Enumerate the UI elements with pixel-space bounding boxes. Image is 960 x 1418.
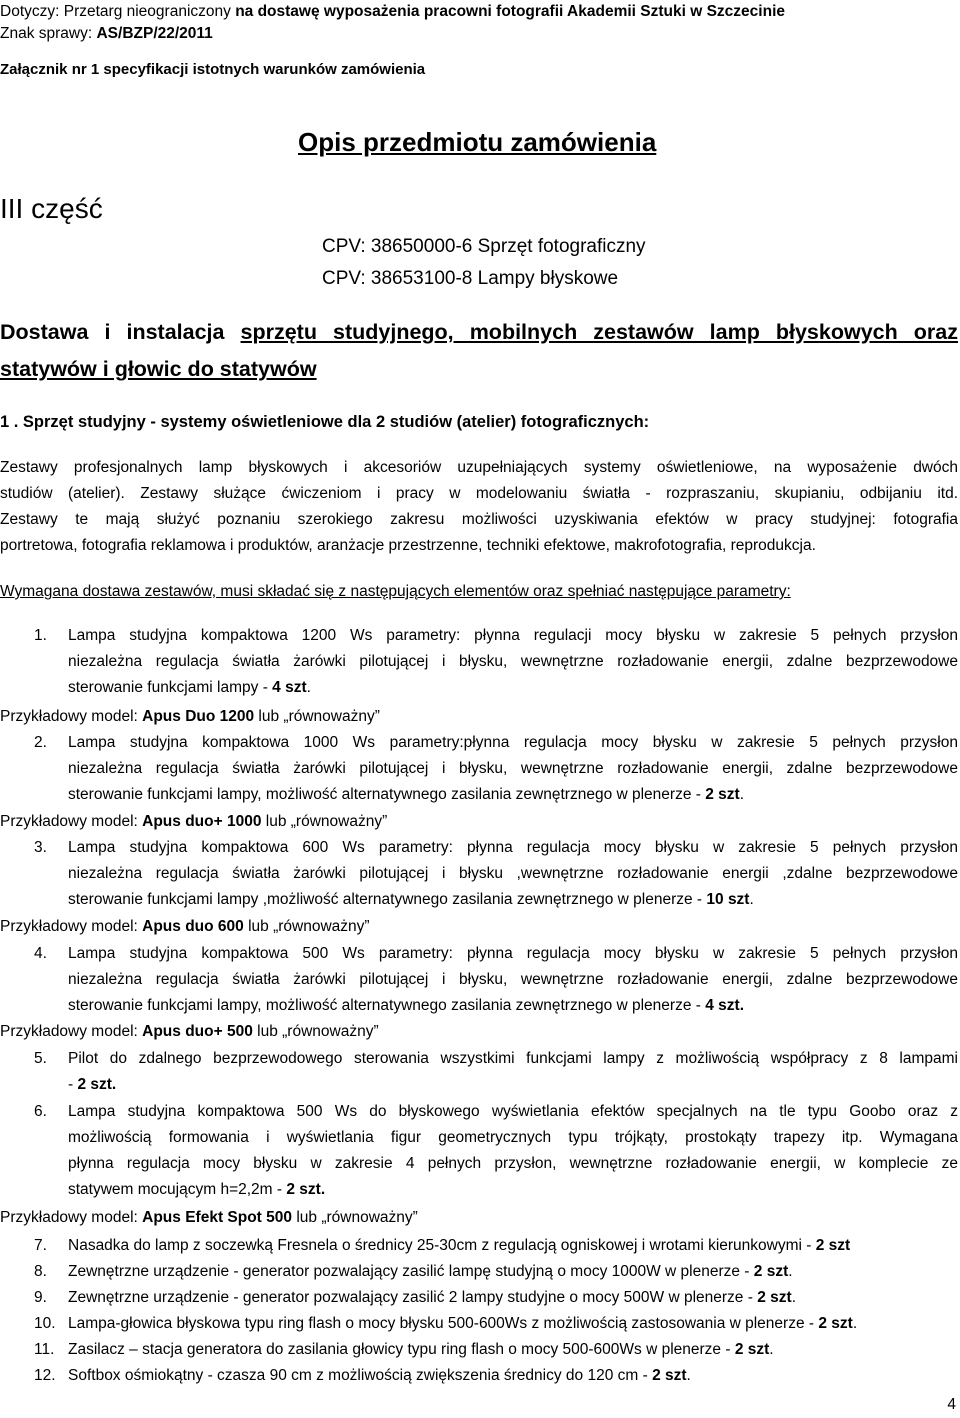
example-prefix: Przykładowy model: — [0, 1023, 143, 1040]
example-model-name: Apus Efekt Spot 500 — [142, 1209, 293, 1226]
item-text: Zewnętrzne urządzenie - generator pozwalający zasilić lampę studyjną o mocy 1000W w plenerze - — [68, 1263, 754, 1280]
item-line: niezależna regulacja światła żarówki pilotującej i błysku, wewnętrzne rozładowanie energii, zdalne bezprzewodowe — [68, 760, 958, 777]
item-text: Zewnętrzne urządzenie - generator pozwalający zasilić 2 lampy studyjne o mocy 500W w plenerze - — [68, 1289, 758, 1306]
item-end: . — [739, 786, 745, 803]
page-number: 4 — [947, 1396, 956, 1413]
cpv-code-2: CPV: 38653100-8 Lampy błyskowe — [322, 268, 619, 289]
case-label: Znak sprawy: — [0, 25, 97, 42]
item-last-text: sterowanie funkcjami lampy - — [68, 679, 273, 696]
example-suffix: lub „równoważny” — [292, 1209, 418, 1226]
item-line — [68, 1337, 958, 1363]
item-line: możliwością formowania i wyświetlania figur geometrycznych typu trójkąty, prostokąty trapezy itp. Wymagana — [68, 1129, 958, 1146]
delivery-title-underlined: sprzętu studyjnego, mobilnych zestawów lamp błyskowych oraz — [240, 320, 958, 344]
item-last-text: statywem mocującym h=2,2m - — [68, 1181, 287, 1198]
example-prefix: Przykładowy model: — [0, 918, 143, 935]
item-number: 7. — [34, 1237, 47, 1254]
example-model-name: Apus duo+ 500 — [142, 1023, 253, 1040]
item-line: niezależna regulacja światła żarówki pilotującej i błysku, wewnętrzne rozładowanie energii, zdalne bezprzewodowe — [68, 653, 958, 670]
example-model — [0, 810, 387, 834]
item-line: Lampa studyjna kompaktowa 600 Ws parametry: płynna regulacja mocy błysku w zakresie 5 pełnych przysłon — [68, 839, 958, 856]
attachment-label: Załącznik nr 1 specyfikacji istotnych warunków zamówienia — [0, 61, 426, 78]
delivery-title-prefix: Dostawa i instalacja — [0, 320, 241, 344]
item-line: płynna regulacja mocy błysku w zakresie 4 pełnych przysłon, wewnętrzne rozładowanie energii, w komplecie ze — [68, 1155, 958, 1172]
item-text: Lampa-głowica błyskowa typu ring flash o mocy błysku 500-600Ws z możliwością zastosowania w plenerze - — [68, 1315, 819, 1332]
example-suffix: lub „równoważny” — [243, 918, 370, 935]
item-end: . — [852, 1315, 858, 1332]
item-quantity: 2 szt — [753, 1263, 789, 1280]
item-text: Softbox ośmiokątny - czasza 90 cm z możliwością zwiększenia średnicy do 120 cm - — [68, 1367, 653, 1384]
item-last-text: - — [68, 1076, 78, 1093]
item-number: 11. — [34, 1341, 55, 1358]
item-line: Pilot do zdalnego bezprzewodowego sterowania wszystkimi funkcjami lampy z możliwością współpracy z 8 lampami — [68, 1050, 958, 1067]
item-number: 2. — [34, 734, 47, 751]
item-line — [68, 1259, 958, 1285]
item-line: niezależna regulacja światła żarówki pilotującej i błysku ,wewnętrzne rozładowanie energii ,zdalne bezprzewodowe — [68, 865, 958, 882]
item-number: 3. — [34, 839, 47, 856]
item-last-text: sterowanie funkcjami lampy, możliwość alternatywnego zasilania zewnętrznego w plenerze - — [68, 786, 706, 803]
part-label: III część — [0, 193, 103, 224]
example-suffix: lub „równoważny” — [252, 1023, 379, 1040]
item-quantity: 4 szt — [272, 679, 307, 696]
item-number: 4. — [34, 945, 47, 962]
header-line-2 — [0, 24, 213, 44]
example-model — [0, 915, 370, 939]
item-last-line — [68, 887, 958, 913]
item-quantity: 2 szt — [757, 1289, 792, 1306]
item-number: 6. — [34, 1103, 47, 1120]
item-quantity: 2 szt — [734, 1341, 770, 1358]
item-quantity: 2 szt. — [286, 1181, 326, 1198]
example-model — [0, 1206, 418, 1230]
item-quantity: 4 szt. — [705, 997, 744, 1014]
item-end: . — [769, 1341, 774, 1358]
item-quantity: 2 szt — [705, 786, 740, 803]
delivery-title-line-2: statywów i głowic do statywów — [0, 357, 317, 381]
example-suffix: lub „równoważny” — [261, 813, 388, 830]
item-last-text: sterowanie funkcjami lampy, możliwość alternatywnego zasilania zewnętrznego w plenerze - — [68, 997, 706, 1014]
item-last-line — [68, 782, 958, 808]
item-end: . — [686, 1367, 691, 1384]
example-prefix: Przykładowy model: — [0, 1209, 143, 1226]
item-line: Lampa studyjna kompaktowa 1200 Ws parametry: płynna regulacji mocy błysku w zakresie 5 pełnych przysłon — [68, 627, 958, 644]
intro-line-2: studiów (atelier). Zestawy służące ćwiczeniom i pracy w modelowaniu światła - rozpraszaniu, skupianiu, odbijaniu itd. — [0, 485, 958, 502]
item-line: Lampa studyjna kompaktowa 500 Ws do błyskowego wyświetlania efektów specjalnych na tle typu Goobo oraz z — [68, 1103, 958, 1120]
item-last-line — [68, 993, 958, 1019]
item-quantity: 2 szt — [818, 1315, 853, 1332]
item-text: Nasadka do lamp z soczewką Fresnela o średnicy 25-30cm z regulacją ogniskowej i wrotami kierunkowymi - — [68, 1237, 816, 1254]
item-end: . — [306, 679, 311, 696]
item-line — [68, 1311, 958, 1337]
item-last-line — [68, 1072, 958, 1098]
example-prefix: Przykładowy model: — [0, 708, 143, 725]
header-prefix: Dotyczy: Przetarg nieograniczony — [0, 3, 236, 20]
item-last-text: sterowanie funkcjami lampy ,możliwość alternatywnego zasilania zewnętrznego w plenerze - — [68, 891, 707, 908]
item-quantity: 2 szt — [815, 1237, 851, 1254]
item-number: 8. — [34, 1263, 47, 1280]
example-model — [0, 705, 380, 729]
item-text: Zasilacz – stacja generatora do zasilania głowicy typu ring flash o mocy 500-600Ws w plenerze - — [68, 1341, 735, 1358]
item-number: 9. — [34, 1289, 47, 1306]
item-end: . — [791, 1289, 796, 1306]
item-line — [68, 1233, 958, 1259]
item-number: 5. — [34, 1050, 47, 1067]
section-heading: 1 . Sprzęt studyjny - systemy oświetleniowe dla 2 studiów (atelier) fotograficznych: — [0, 413, 650, 431]
item-line — [68, 1363, 958, 1389]
header-line-1 — [0, 2, 785, 22]
delivery-title-line-1 — [0, 318, 958, 346]
item-line: Lampa studyjna kompaktowa 500 Ws parametry: płynna regulacja mocy błysku w zakresie 5 pełnych przysłon — [68, 945, 958, 962]
case-number: AS/BZP/22/2011 — [96, 25, 213, 42]
header-subject: na dostawę wyposażenia pracowni fotografii Akademii Sztuki w Szczecinie — [235, 3, 785, 20]
example-model — [0, 1020, 379, 1044]
item-quantity: 2 szt — [652, 1367, 687, 1384]
item-end: . — [788, 1263, 793, 1280]
intro-line-4: portretowa, fotografia reklamowa i produktów, aranżacje przestrzenne, techniki efektowe, makrofotografia, reprodukcja. — [0, 537, 816, 554]
example-model-name: Apus duo 600 — [142, 918, 244, 935]
item-last-line — [68, 675, 958, 701]
item-line: niezależna regulacja światła żarówki pilotującej i błysku, wewnętrzne rozładowanie energii, zdalne bezprzewodowe — [68, 971, 958, 988]
example-prefix: Przykładowy model: — [0, 813, 143, 830]
item-quantity: 10 szt — [706, 891, 750, 908]
example-model-name: Apus Duo 1200 — [142, 708, 255, 725]
intro-line-1: Zestawy profesjonalnych lamp błyskowych i akcesoriów uzupełniających systemy oświetleniowe, na wyposażenie dwóch — [0, 459, 958, 476]
cpv-code-1: CPV: 38650000-6 Sprzęt fotograficzny — [322, 236, 646, 257]
item-quantity: 2 szt. — [77, 1076, 117, 1093]
item-last-line — [68, 1177, 958, 1203]
item-line: Lampa studyjna kompaktowa 1000 Ws parametry:płynna regulacja mocy błysku w zakresie 5 pełnych przysłon — [68, 734, 958, 751]
item-number: 1. — [34, 627, 47, 644]
intro-line-3: Zestawy te mają służyć poznaniu szerokiego zakresu możliwości uzyskiwania efektów w pracy studyjnej: fotografia — [0, 511, 958, 528]
item-number: 12. — [34, 1367, 56, 1384]
item-number: 10. — [34, 1315, 56, 1332]
example-model-name: Apus duo+ 1000 — [142, 813, 262, 830]
item-line — [68, 1285, 958, 1311]
page-title: Opis przedmiotu zamówienia — [298, 127, 657, 157]
item-end: . — [749, 891, 754, 908]
requirement-text: Wymagana dostawa zestawów, musi składać się z następujących elementów oraz spełniać następujące parametry: — [0, 583, 791, 600]
example-suffix: lub „równoważny” — [254, 708, 380, 725]
